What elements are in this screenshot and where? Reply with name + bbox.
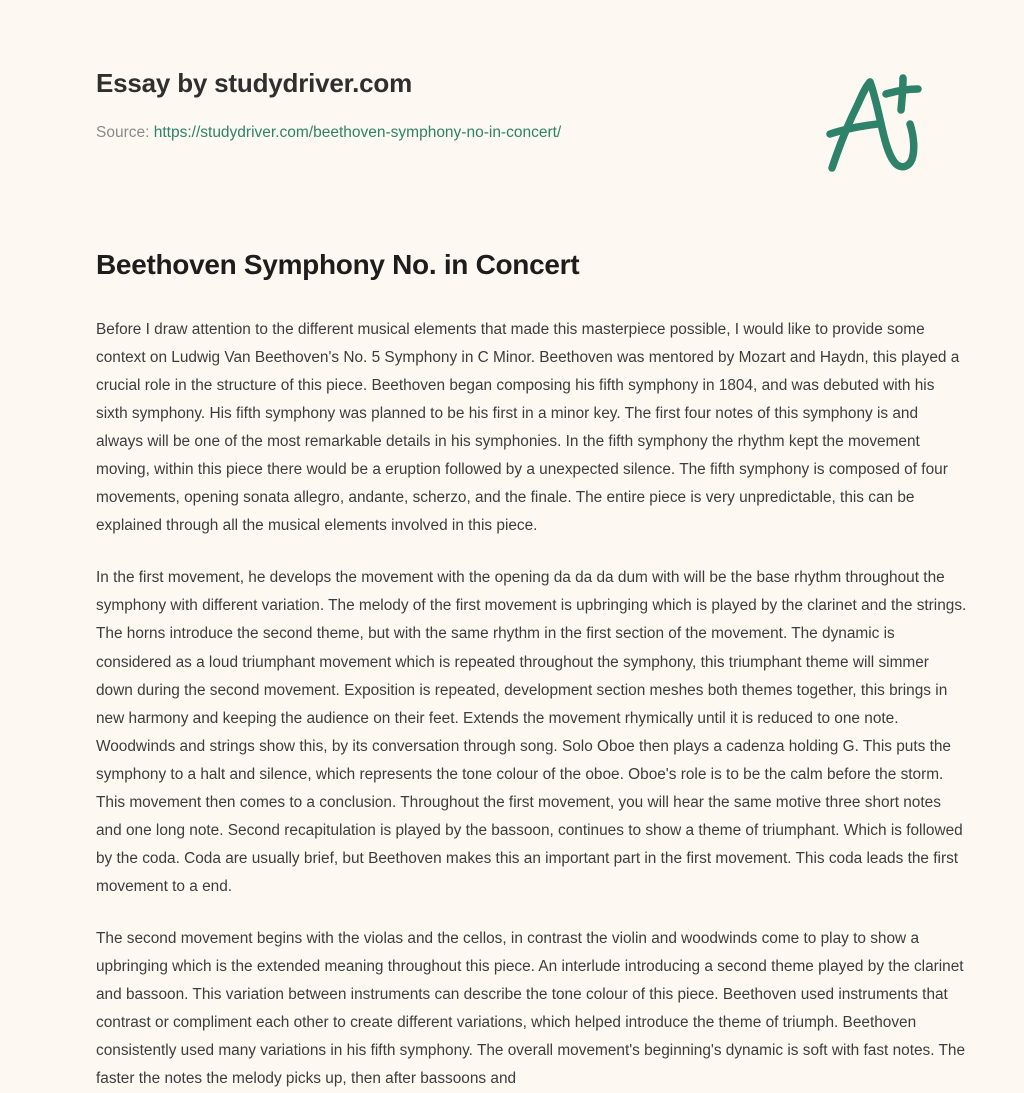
source-url-link[interactable]: https://studydriver.com/beethoven-symphony-no-in-concert/ [153, 124, 562, 141]
source-label: Source: [96, 124, 150, 141]
source-line [96, 124, 561, 142]
a-plus-logo-icon [808, 62, 934, 178]
brand-byline: Essay by studydriver.com [96, 68, 413, 98]
a-plus-logo [808, 62, 934, 178]
paragraph: Before I draw attention to the different musical elements that made this masterpiece possible, I would like to provide some context on Ludwig Van Beethoven's No. 5 Symphony in C Minor. Beethoven was mentored by Mozart and Haydn, this played a crucial role in the structure of this piece. Beethoven began composing his fifth symphony in 1804, and was debuted with his sixth symphony. His fifth symphony was planned to be his first in a minor key. The first four notes of this symphony is and always will be one of the most remarkable details in his symphonies. In the fifth symphony the rhythm kept the movement moving, within this piece there would be a eruption followed by a unexpected silence. The fifth symphony is composed of four movements, opening sonata allegro, andante, scherzo, and the finale. The entire piece is very unpredictable, this can be explained through all the musical elements involved in this piece. [96, 321, 960, 535]
page-title: Beethoven Symphony No. in Concert [96, 249, 580, 280]
article-body [96, 316, 968, 1093]
paragraph: The second movement begins with the violas and the cellos, in contrast the violin and woodwinds come to play to show a upbringing which is the extended meaning throughout this piece. An interlude introducing a second theme played by the clarinet and bassoon. This variation between instruments can describe the tone colour of this piece. Beethoven used instruments that contrast or compliment each other to create different variations, which helped introduce the theme of triumph. Beethoven consistently used many variations in his fifth symphony. The overall movement's beginning's dynamic is soft with fast notes. The faster the notes the melody picks up, then after bassoons and [96, 929, 966, 1087]
page-header [0, 0, 1024, 200]
paragraph: In the first movement, he develops the movement with the opening da da da dum with will be the base rhythm throughout the symphony with different variation. The melody of the first movement is upbringing which is played by the clarinet and the strings. The horns introduce the second theme, but with the same rhythm in the first section of the movement. The dynamic is considered as a loud triumphant movement which is repeated throughout the symphony, this triumphant theme will simmer down during the second movement. Exposition is repeated, development section meshes both themes together, this brings in new harmony and keeping the audience on their feet. Extends the movement rhymically until it is reduced to one note. Woodwinds and strings show this, by its conversation through song. Solo Oboe then plays a cadenza holding G. This puts the symphony to a halt and silence, which represents the tone colour of the oboe. Oboe's role is to be the calm before the storm. This movement then comes to a conclusion. Throughout the first movement, you will hear the same motive three short notes and one long note. Second recapitulation is played by the bassoon, continues to show a theme of triumphant. Which is followed by the coda. Coda are usually brief, but Beethoven makes this an important part in the first movement. This coda leads the first movement to a end. [96, 569, 967, 895]
article [96, 248, 968, 1093]
